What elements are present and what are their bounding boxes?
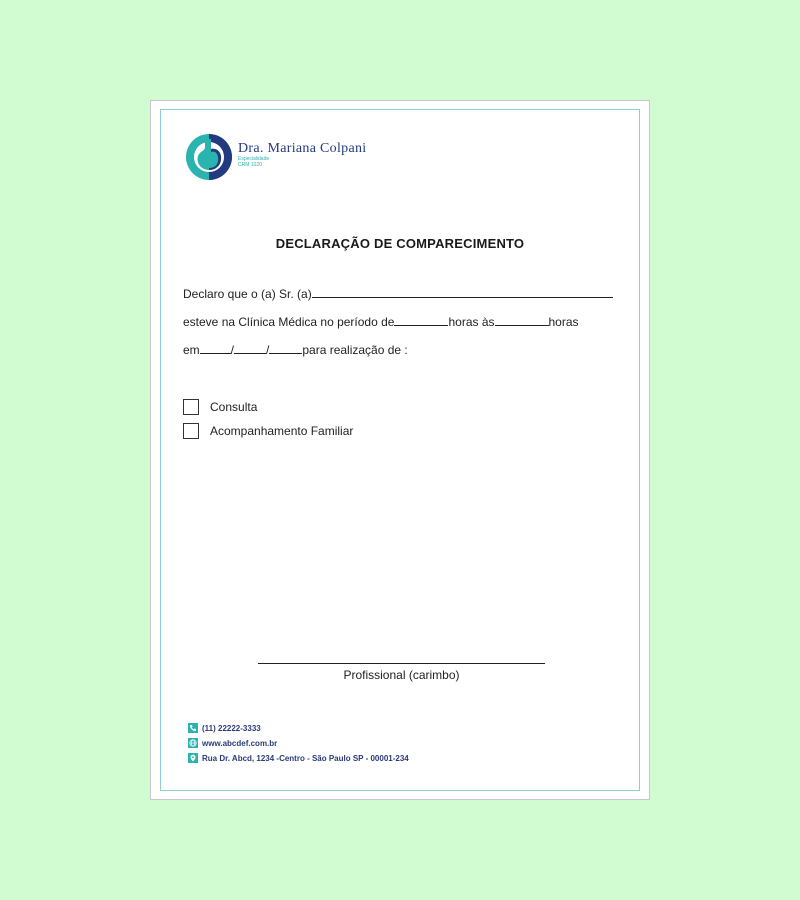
phone-text: (11) 22222-3333 [202, 723, 261, 733]
address-text: Rua Dr. Abcd, 1234 -Centro - São Paulo SP - 00001-234 [202, 753, 409, 763]
declaration-sheet [150, 100, 650, 800]
date-separator: / [230, 343, 235, 357]
date-label: em [183, 343, 200, 357]
brand-specialty: Especialidade [238, 156, 270, 162]
acompanhamento-checkbox[interactable] [183, 423, 199, 439]
phone-icon [188, 723, 198, 733]
date-separator: / [266, 343, 270, 357]
patient-name-label: Declaro que o (a) Sr. (a) [183, 287, 312, 301]
document-title: DECLARAÇÃO DE COMPARECIMENTO [275, 236, 525, 251]
contact-website [188, 738, 277, 748]
brand-name: Dra. Mariana Colpani [238, 141, 367, 156]
period-line [183, 314, 579, 329]
consulta-label: Consulta [210, 400, 258, 414]
purpose-label: para realização de : [302, 343, 408, 357]
brand-crm: CRM 1020 [238, 162, 262, 168]
patient-name-line [183, 286, 613, 301]
option-consulta [183, 399, 257, 415]
signature-label: Profissional (carimbo) [343, 668, 460, 682]
period-end-label: horas [548, 315, 579, 329]
period-label: esteve na Clínica Médica no período de [183, 315, 395, 329]
consulta-checkbox[interactable] [183, 399, 199, 415]
stomach-logo-icon [184, 132, 234, 182]
start-time-blank[interactable] [394, 314, 448, 326]
day-blank[interactable] [200, 342, 231, 354]
end-time-blank[interactable] [495, 314, 549, 326]
acompanhamento-label: Acompanhamento Familiar [210, 424, 354, 438]
inner-frame [160, 109, 640, 791]
globe-icon [188, 738, 198, 748]
period-mid-label: horas às [448, 315, 495, 329]
contact-address [188, 753, 409, 763]
date-line [183, 342, 408, 357]
option-acompanhamento [183, 423, 353, 439]
signature-line[interactable] [258, 663, 545, 664]
patient-name-blank[interactable] [312, 286, 613, 298]
website-link[interactable]: www.abcdef.com.br [202, 738, 278, 748]
year-blank[interactable] [269, 342, 302, 354]
location-pin-icon [188, 753, 198, 763]
contact-phone [188, 723, 261, 733]
month-blank[interactable] [234, 342, 266, 354]
